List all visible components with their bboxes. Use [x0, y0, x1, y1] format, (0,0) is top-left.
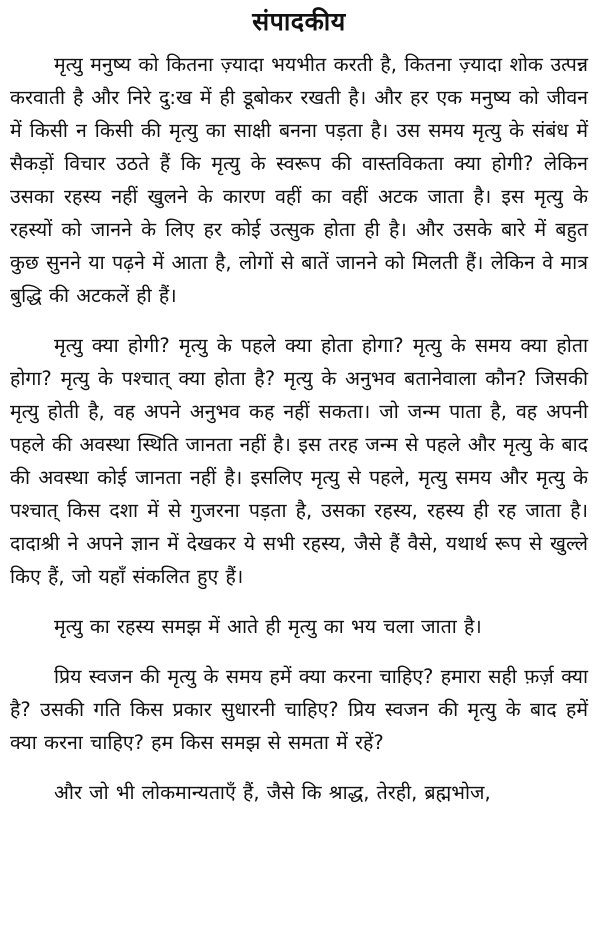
paragraph-4: प्रिय स्वजन की मृत्यु के समय हमें क्या करना चाहिए? हमारा सही फ़र्ज़ क्या है? उसकी गति किस प्रकार सुधारनी चाहिए? प्रिय स्वजन की मृत्यु के बाद हमें क्या करना चाहिए? हम किस समझ से समता में रहें? — [10, 665, 588, 754]
paragraph-5: और जो भी लोकमान्यताएँ हैं, जैसे कि श्राद्ध, तेरही, ब्रह्मभोज, — [54, 781, 491, 804]
paragraph-2: मृत्यु क्या होगी? मृत्यु के पहले क्या होता होगा? मृत्यु के समय क्या होता होगा? मृत्यु के पश्चात् क्या होता है? मृत्यु के अनुभव बतानेवाला कौन? जिसकी मृत्यु होती है, वह अपने अनुभव कह नहीं सकता। जो जन्म पाता है, वह अपनी पहले की अवस्था स्थिति जानता नहीं है। इस तरह जन्म से पहले और मृत्यु के बाद की अवस्था कोई जानता नहीं है। इसलिए मृत्यु से पहले, मृत्यु समय और मृत्यु के पश्चात् किस दशा में से गुजरना पड़ता है, उसका रहस्य, रहस्य ही रह जाता है। दादाश्री ने अपने ज्ञान में देखकर ये सभी रहस्य, जैसे हैं वैसे, यथार्थ रूप से खुल्ले किए हैं, जो यहाँ संकलित हुए हैं। — [10, 334, 588, 588]
paragraph-1: मृत्यु मनुष्य को कितना ज़्यादा भयभीत करती है, कितना ज़्यादा शोक उत्पन्न करवाती है और निरे दु:ख में ही डूबोकर रखती है। और हर एक मनुष्य को जीवन में किसी न किसी की मृत्यु का साक्षी बनना पड़ता है। उस समय मृत्यु के संबंध में सैकड़ों विचार उठते हैं कि मृत्यु के स्वरूप की वास्तविकता क्या होगी? लेकिन उसका रहस्य नहीं खुलने के कारण वहीं का वहीं अटक जाता है। इस मृत्यु के रहस्यों को जानने के लिए हर कोई उत्सुक होता ही है। और उसके बारे में बहुत कुछ सुनने या पढ़ने में आता है, लोगों से बातें जानने को मिलती हैं। लेकिन वे मात्र बुद्धि की अटकलें ही हैं। — [10, 53, 588, 307]
page-title: संपादकीय — [252, 7, 346, 36]
paragraph-3: मृत्यु का रहस्य समझ में आते ही मृत्यु का भय चला जाता है। — [54, 615, 482, 638]
